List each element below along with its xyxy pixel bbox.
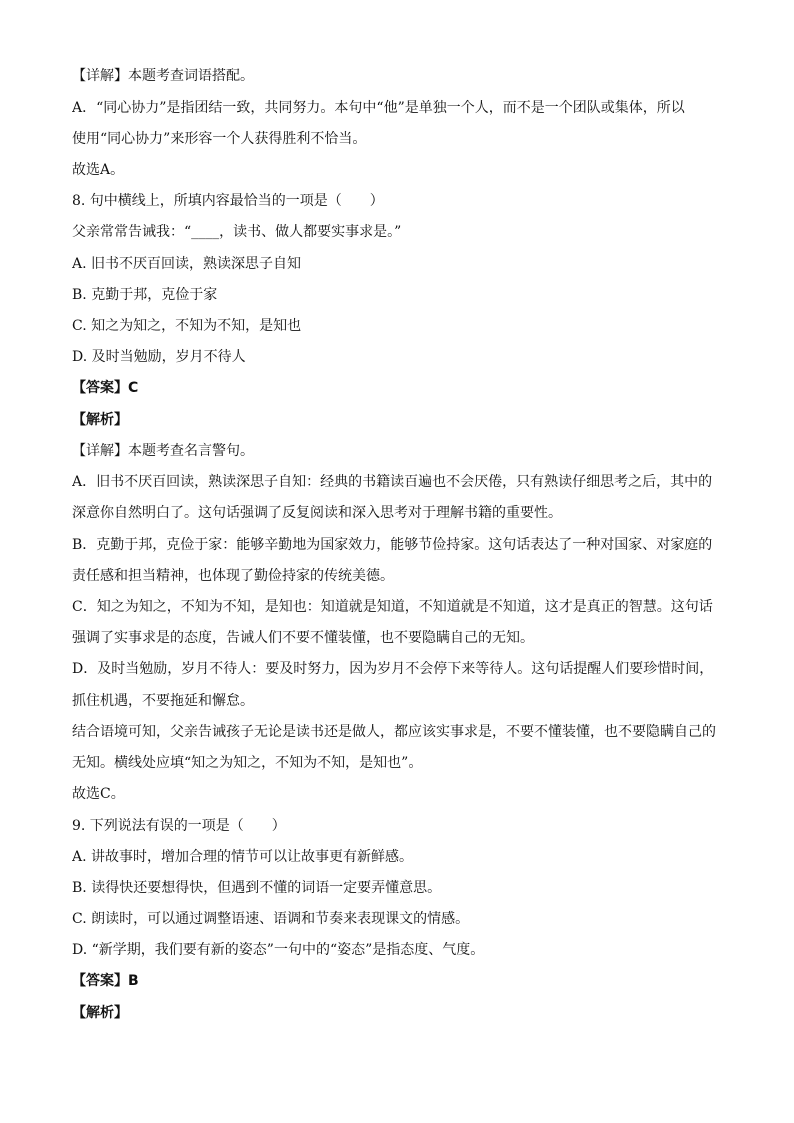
question-9-option-b: B. 读得快还要想得快，但遇到不懂的词语一定要弄懂意思。 <box>72 880 442 896</box>
answer-label-q8: 【答案】C <box>72 380 139 396</box>
explanation-line: A．“同心协力”是指团结一致，共同努力。本句中“他”是单独一个人，而不是一个团队或集体，所以 <box>72 100 685 116</box>
explanation-line: 强调了实事求是的态度，告诫人们不要不懂装懂，也不要隐瞒自己的无知。 <box>72 630 534 646</box>
question-8-option-d: D. 及时当勉励，岁月不待人 <box>72 349 246 365</box>
explanation-line: 抓住机遇，不要拖延和懈怠。 <box>72 693 254 709</box>
question-8-sentence: 父亲常常告诫我：“____，读书、做人都要实事求是。” <box>72 224 402 240</box>
explanation-line: 无知。横线处应填“知之为知之，不知为不知，是知也”。 <box>72 755 423 771</box>
question-8-option-a: A. 旧书不厌百回读，熟读深思子自知 <box>72 256 302 272</box>
explanation-line: B．克勤于邦，克俭于家：能够辛勤地为国家效力，能够节俭持家。这句话表达了一种对国家、对家庭的 <box>72 537 713 553</box>
answer-choice-line: 故选A。 <box>72 162 125 178</box>
analysis-label-q9: 【解析】 <box>72 1005 128 1021</box>
explanation-line: 结合语境可知，父亲告诫孩子无论是读书还是做人，都应该实事求是，不要不懂装懂，也不要隐瞒自己的 <box>72 724 716 740</box>
explanation-line: A．旧书不厌百回读，熟读深思子自知：经典的书籍读百遍也不会厌倦，只有熟读仔细思考之后，其中的 <box>72 474 713 490</box>
explanation-line: D．及时当勉励，岁月不待人：要及时努力，因为岁月不会停下来等待人。这句话提醒人们要珍惜时间， <box>72 661 714 677</box>
explanation-line: C．知之为知之，不知为不知，是知也：知道就是知道，不知道就是不知道，这才是真正的智慧。这句话 <box>72 599 713 615</box>
explanation-line: 深意你自然明白了。这句话强调了反复阅读和深入思考对于理解书籍的重要性。 <box>72 505 562 521</box>
detail-heading-q7: 【详解】本题考查词语搭配。 <box>72 68 254 84</box>
question-9-option-a: A. 讲故事时，增加合理的情节可以让故事更有新鲜感。 <box>72 849 414 865</box>
question-8-option-c: C. 知之为知之，不知为不知，是知也 <box>72 318 302 334</box>
explanation-line: 责任感和担当精神，也体现了勤俭持家的传统美德。 <box>72 568 394 584</box>
question-8-stem: 8. 句中横线上，所填内容最恰当的一项是（ ） <box>72 193 384 209</box>
detail-heading-q8: 【详解】本题考查名言警句。 <box>72 443 254 459</box>
question-9-option-c: C. 朗读时，可以通过调整语速、语调和节奏来表现课文的情感。 <box>72 911 470 927</box>
answer-label-q9: 【答案】B <box>72 973 139 989</box>
answer-choice-line: 故选C。 <box>72 786 125 802</box>
analysis-label-q8: 【解析】 <box>72 412 128 428</box>
explanation-line: 使用“同心协力”来形容一个人获得胜利不恰当。 <box>72 131 367 147</box>
question-9-option-d: D. “新学期，我们要有新的姿态”一句中的“姿态”是指态度、气度。 <box>72 942 485 958</box>
question-9-stem: 9. 下列说法有误的一项是（ ） <box>72 818 286 834</box>
question-8-option-b: B. 克勤于邦，克俭于家 <box>72 287 218 303</box>
